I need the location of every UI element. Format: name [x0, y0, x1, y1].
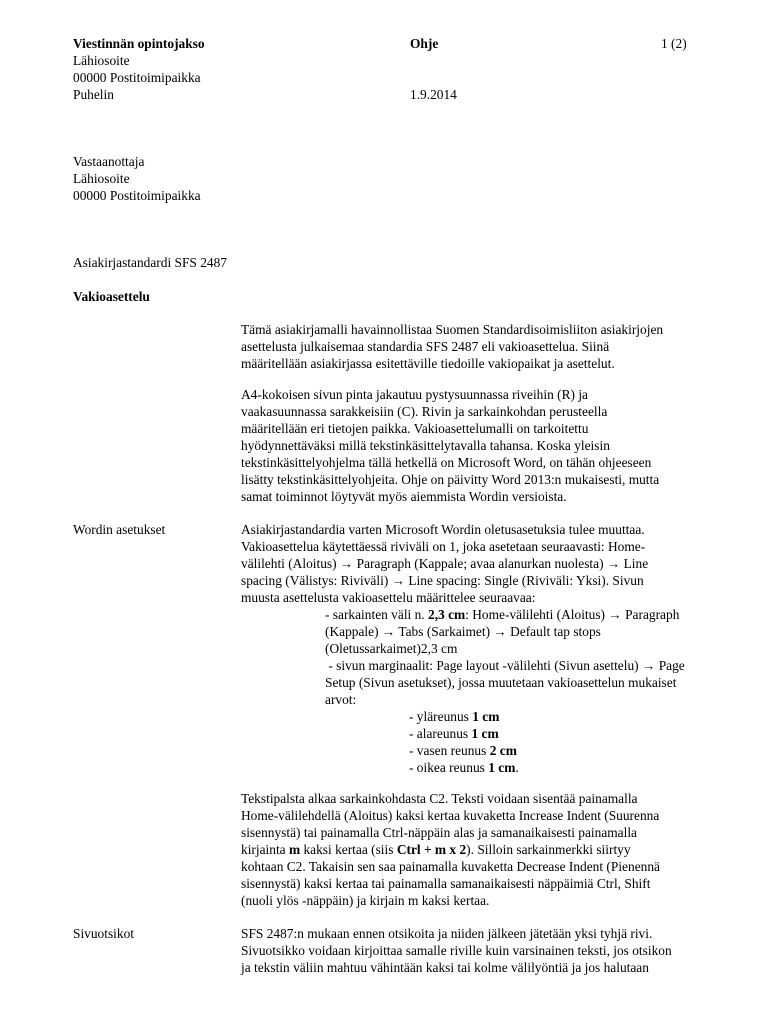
- margin-item: [241, 759, 746, 776]
- text-line: arvot:: [325, 692, 357, 707]
- text-line: määritellään eri tietojen paikka. Vakioasettelumalli on tarkoitettu: [241, 421, 589, 436]
- recipient-postal: 00000 Postitoimipaikka: [73, 188, 201, 203]
- text-column-paragraph: [241, 790, 746, 909]
- text-line: Tämä asiakirjamalli havainnollistaa Suomen Standardisoimisliiton asiakirjojen: [241, 322, 664, 337]
- margin-item: [241, 725, 746, 742]
- text-line: kohtaan C2. Takaisin sen saa painamalla kuvaketta Decrease Indent (Pienennä: [241, 859, 660, 874]
- text-line: ja tekstin väliin mahtuu vähintään kaksi tai kolme välilyöntiä ja jos halutaan: [241, 960, 649, 975]
- indent-shortcut-line: [241, 841, 746, 858]
- recipient-name: Vastaanottaja: [73, 154, 145, 169]
- text-line: vaakasuunnassa sarakkeisiin (C). Rivin ja sarkainkohdan perusteella: [241, 404, 608, 419]
- text-line: hyödynnettäväksi millä tekstinkäsittelytavalla tahansa. Koska yleisin: [241, 438, 610, 453]
- text-run: kaksi kertaa (siis: [300, 842, 397, 857]
- text-run: - vasen reunus: [409, 743, 490, 758]
- text-line: samat toiminnot löytyvät myös aiemmista Wordin versioista.: [241, 489, 567, 504]
- sender-phone: Puhelin: [73, 87, 114, 102]
- intro-paragraph-2: [241, 386, 746, 505]
- word-settings-paragraph: [241, 521, 746, 776]
- text-line: Setup (Sivun asetukset), jossa muutetaan vakioasettelun mukaiset: [325, 675, 677, 690]
- text-line: - sivun marginaalit: Page layout -välilehti (Sivun asettelu) → Page: [325, 658, 685, 673]
- side-heading-word-settings: Wordin asetukset: [73, 522, 166, 537]
- tab-value: 2,3 cm: [428, 607, 466, 622]
- margin-item: [241, 742, 746, 759]
- text-run: - yläreunus: [409, 709, 473, 724]
- text-run: ). Silloin sarkainmerkki siirtyy: [466, 842, 631, 857]
- document-date: 1.9.2014: [410, 87, 457, 102]
- margin-item: [241, 708, 746, 725]
- section-heading: Vakioasettelu: [73, 289, 150, 304]
- margin-value: 1 cm: [488, 760, 516, 775]
- margin-value: 1 cm: [472, 709, 500, 724]
- text-line: SFS 2487:n mukaan ennen otsikoita ja niiden jälkeen jätetään yksi tyhjä rivi.: [241, 926, 653, 941]
- key-letter: m: [288, 842, 301, 857]
- text-line: Home-välilehdellä (Aloitus) kaksi kertaa kuvaketta Increase Indent (Suurenna: [241, 808, 660, 823]
- text-run: : Home-välilehti (Aloitus) → Paragraph: [465, 607, 680, 622]
- page-headings-paragraph: [241, 925, 746, 976]
- margin-value: 2 cm: [489, 743, 517, 758]
- text-run: .: [515, 760, 519, 775]
- text-line: Asiakirjastandardia varten Microsoft Wordin oletusasetuksia tulee muuttaa.: [241, 522, 645, 537]
- text-run: - alareunus: [409, 726, 472, 741]
- text-line: asettelusta julkaisemaa standardia SFS 2487 eli vakioasettelua. Siinä: [241, 339, 610, 354]
- recipient-address: Lähiosoite: [73, 171, 130, 186]
- text-run: kirjainta: [241, 842, 289, 857]
- text-line: lisätty tekstinkäsittelyohjeita. Ohje on päivitty Word 2013:n mukaisesti, mutta: [241, 472, 660, 487]
- text-line: sisennystä) kaksi kertaa tai painamalla samanaikaisesti näppäimiä Ctrl, Shift: [241, 876, 651, 891]
- text-line: (Oletussarkaimet)2,3 cm: [325, 641, 458, 656]
- side-heading-page-headings: Sivuotsikot: [73, 926, 135, 941]
- text-line: muusta asettelusta vakioasettelu määrittelee seuraavaa:: [241, 590, 536, 605]
- document-subject: Asiakirjastandardi SFS 2487: [73, 255, 227, 270]
- sender-address: Lähiosoite: [73, 53, 130, 68]
- page-number: 1 (2): [661, 36, 687, 51]
- text-line: Sivuotsikko voidaan kirjoittaa samalle riville kuin varsinainen teksti, jos otsikon: [241, 943, 672, 958]
- text-line: määritellään asiakirjassa esitettäville tiedoille vakiopaikat ja asettelut.: [241, 356, 615, 371]
- text-line: (Kappale) → Tabs (Sarkaimet) → Default tap stops: [325, 624, 601, 639]
- document-type: Ohje: [410, 36, 439, 51]
- text-line: Vakioasettelua käytettäessä riviväli on 1, joka asetetaan seuraavasti: Home-: [241, 539, 646, 554]
- text-line: sisennystä) tai painamalla Ctrl-näppäin alas ja samanaikaisesti painamalla: [241, 825, 638, 840]
- text-run: - sarkainten väli n.: [325, 607, 428, 622]
- tab-setting-line: [241, 606, 746, 623]
- text-line: spacing (Välistys: Riviväli) → Line spacing: Single (Riviväli: Yksi). Sivun: [241, 573, 644, 588]
- sender-organization: Viestinnän opintojakso: [73, 36, 205, 51]
- intro-paragraph-1: [241, 321, 746, 372]
- sender-postal: 00000 Postitoimipaikka: [73, 70, 201, 85]
- key-shortcut: Ctrl + m x 2: [396, 842, 467, 857]
- margin-value: 1 cm: [471, 726, 499, 741]
- text-line: välilehti (Aloitus) → Paragraph (Kappale; avaa alanurkan nuolesta) → Line: [241, 556, 649, 571]
- text-line: (nuoli ylös -näppäin) ja kirjain m kaksi kertaa.: [241, 893, 490, 908]
- text-line: tekstinkäsittelyohjelma tällä hetkellä on Microsoft Word, on tähän ohjeeseen: [241, 455, 652, 470]
- text-line: A4-kokoisen sivun pinta jakautuu pystysuunnassa riveihin (R) ja: [241, 387, 588, 402]
- text-run: - oikea reunus: [409, 760, 489, 775]
- text-line: Tekstipalsta alkaa sarkainkohdasta C2. Teksti voidaan sisentää painamalla: [241, 791, 638, 806]
